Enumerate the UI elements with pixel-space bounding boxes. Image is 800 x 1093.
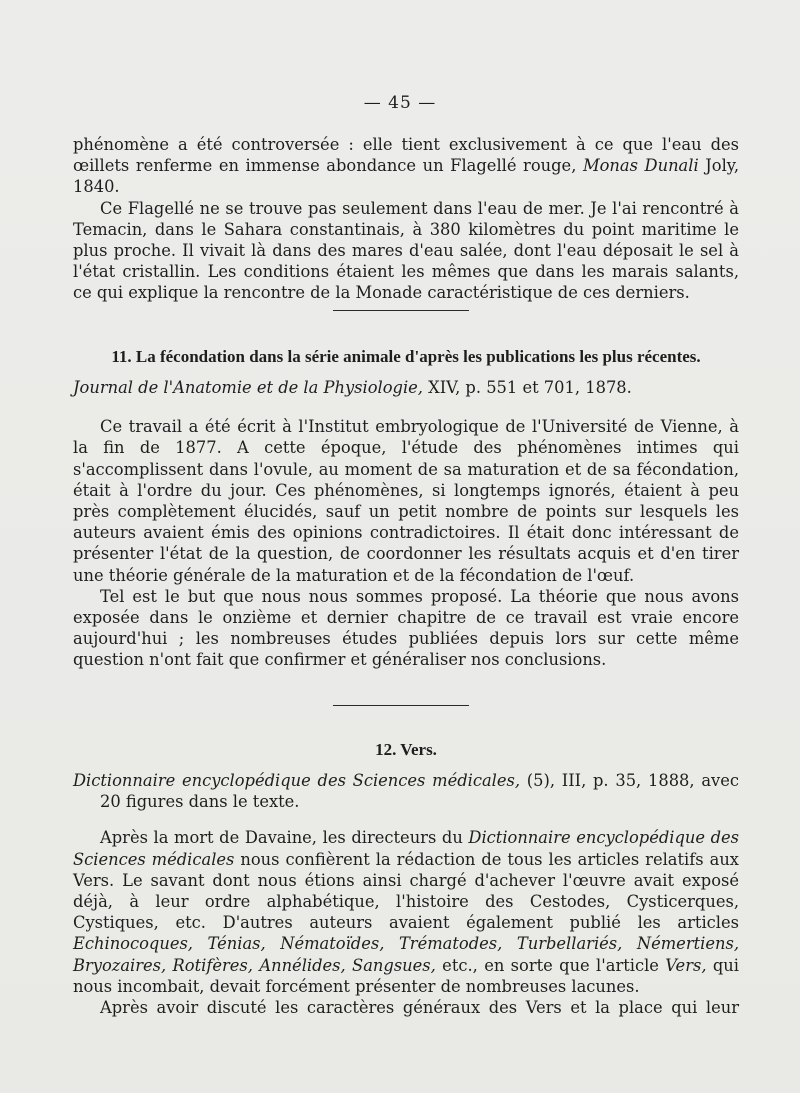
page-number: — 45 — [363,93,437,113]
intro-block [73,134,739,304]
intro-paragraph-1: phénomène a été controversée : elle tient exclusivement à ce que l'eau des œillets renferme en immense abondance un Flagellé rouge, Monas Dunali Joly, 1840. [73,135,740,197]
section-12-paragraph-1: Après la mort de Davaine, les directeurs du Dictionnaire encyclopédique des Sciences médicales nous confièrent la rédaction de tous les articles relatifs aux Vers. Le savant dont nous étions ainsi chargé d'achever l'œuvre avait exposé déjà, à leur ordre alphabétique, l'histoire des Cestodes, Cysticerques, Cystiques, etc. D'autres auteurs avaient également publié les articles Echinocoques, Ténias, Nématoïdes, Trématodes, Turbellariés, Némertiens, Bryozaires, Rotifères, Annélides, Sangsues, etc., en sorte que l'article Vers, qui nous incombait, devait forcément présenter de nombreuses lacunes. [73,828,739,996]
intro-paragraph-2: Ce Flagellé ne se trouve pas seulement dans l'eau de mer. Je l'ai rencontré à Temacin, dans le Sahara constantinais, à 380 kilomètres du point maritime le plus proche. Il vivait là dans des mares d'eau salée, dont l'eau déposait le sel à l'état cristallin. Les conditions étaient les mêmes que dans les marais salants, ce qui explique la rencontre de la Monade caractéristique de ces derniers. [73,198,739,303]
section-12-reference: Dictionnaire encyclopédique des Sciences médicales, (5), III, p. 35, 1888, avec 20 figures dans le texte. [73,771,739,812]
section-11-paragraph-2: Tel est le but que nous nous sommes proposé. La théorie que nous avons exposée dans le onzième et dernier chapitre de ce travail est vraie encore aujourd'hui ; les nombreuses études publiées depuis lors sur cette même question n'ont fait que confirmer et généraliser nos conclusions. [73,586,739,670]
section-divider-1 [333,310,469,311]
section-12-body [73,770,739,1018]
section-12-paragraph-2: Après avoir discuté les caractères généraux des Vers et la place qui leur [100,998,739,1018]
section-11-body [73,377,739,671]
section-11-heading: 11. La fécondation dans la série animale d'après les publications les plus récentes. [111,347,701,366]
section-12-heading: 12. Vers. [375,740,437,759]
section-divider-2 [333,705,469,706]
section-11-paragraph-1: Ce travail a été écrit à l'Institut embryologique de l'Université de Vienne, à la fin de 1877. A cette époque, l'étude des phénomènes intimes qui s'accomplissent dans l'ovule, au moment de sa maturation et de sa fécondation, était à l'ordre du jour. Ces phénomènes, si longtemps ignorés, étaient à peu près complètement élucidés, sauf un petit nombre de points sur lesquels les auteurs avaient émis des opinions contradictoires. Il était donc intéressant de présenter l'état de la question, de coordonner les résultats acquis et d'en tirer une théorie générale de la maturation et de la fécondation de l'œuf. [73,417,739,585]
section-11-reference: Journal de l'Anatomie et de la Physiologie, XIV, p. 551 et 701, 1878. [73,378,632,397]
